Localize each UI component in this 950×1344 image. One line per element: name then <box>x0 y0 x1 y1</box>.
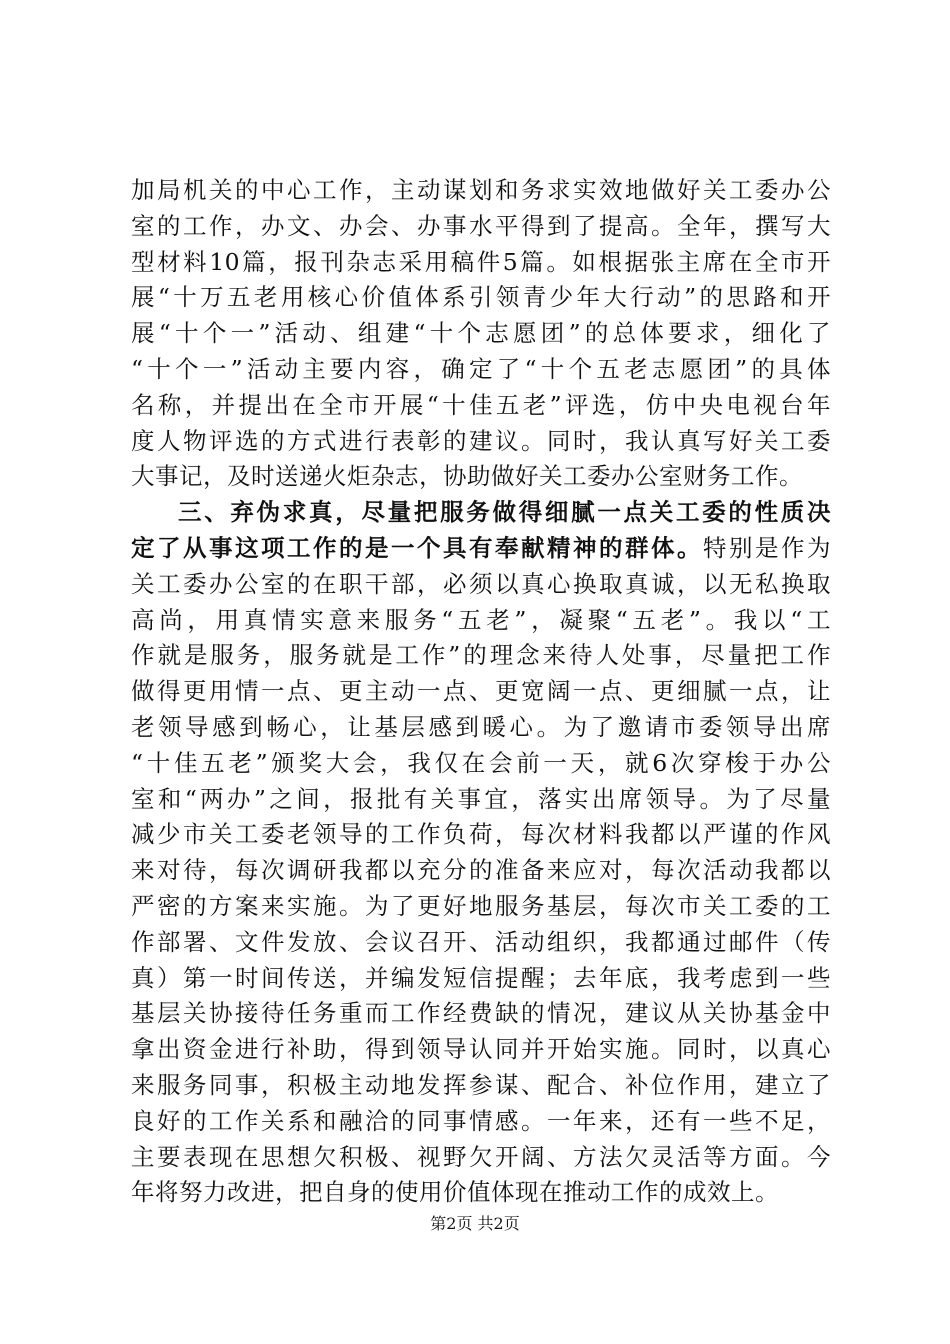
section-heading-line: 三、弃伪求真，尽量把服务做得细腻一点关工委的性质决 <box>178 498 831 527</box>
text-line: “十个一”活动主要内容，确定了“十个五老志愿团”的具体 <box>131 354 831 383</box>
text-line: 减少市关工委老领导的工作负荷，每次材料我都以严谨的作风 <box>131 820 831 849</box>
paragraph-1 <box>131 173 831 495</box>
text-line: 基层关协接待任务重而工作经费缺的情况，建议从关协基金中 <box>131 999 831 1028</box>
text-line: 作部署、文件发放、会议召开、活动组织，我都通过邮件（传 <box>131 927 831 956</box>
text-line: 关工委办公室的在职干部，必须以真心换取真诚，以无私换取 <box>131 569 831 598</box>
text-line: 拿出资金进行补助，得到领导认同并开始实施。同时，以真心 <box>131 1035 831 1064</box>
text-line: 加局机关的中心工作，主动谋划和务求实效地做好关工委办公 <box>131 176 831 204</box>
document-body <box>131 173 831 1211</box>
text-line: 良好的工作关系和融洽的同事情感。一年来，还有一些不足， <box>131 1106 831 1135</box>
text-line: “十佳五老”颁奖大会，我仅在会前一天，就6次穿梭于办公 <box>131 748 831 777</box>
text-line: 型材料10篇，报刊杂志采用稿件5篇。如根据张主席在全市开 <box>131 247 831 276</box>
text-line: 来对待，每次调研我都以充分的准备来应对，每次活动我都以 <box>131 856 831 885</box>
text-line: 度人物评选的方式进行表彰的建议。同时，我认真写好关工委 <box>131 426 831 455</box>
text-line: 来服务同事，积极主动地发挥参谋、配合、补位作用，建立了 <box>131 1070 831 1099</box>
page-footer: 第2页 共2页 <box>430 1214 520 1233</box>
text-line: 作就是服务，服务就是工作”的理念来待人处事，尽量把工作 <box>131 641 831 670</box>
text-line: 大事记，及时送递火炬杂志，协助做好关工委办公室财务工作。 <box>131 462 803 491</box>
text-line: 老领导感到畅心，让基层感到暖心。为了邀请市委领导出席 <box>131 712 831 741</box>
paragraph-2 <box>131 495 831 1211</box>
text-line: 严密的方案来实施。为了更好地服务基层，每次市关工委的工 <box>131 891 831 920</box>
text-line: 名称，并提出在全市开展“十佳五老”评选，仿中央电视台年 <box>131 390 831 419</box>
text-line: 室和“两办”之间，报批有关事宜，落实出席领导。为了尽量 <box>131 784 831 813</box>
text-line: 展“十万五老用核心价值体系引领青少年大行动”的思路和开 <box>131 283 831 312</box>
section-heading-continuation: 定了从事这项工作的是一个具有奉献精神的群体。 <box>131 533 703 562</box>
text-line: 主要表现在思想欠积极、视野欠开阔、方法欠灵活等方面。今 <box>131 1142 831 1171</box>
text-line: 室的工作，办文、办会、办事水平得到了提高。全年，撰写大 <box>131 211 831 240</box>
text-line: 做得更用情一点、更主动一点、更宽阔一点、更细腻一点，让 <box>131 677 831 706</box>
text-line: 真）第一时间传送，并编发短信提醒；去年底，我考虑到一些 <box>131 963 831 992</box>
text-run: 特别是作为 <box>703 533 831 562</box>
text-line <box>131 531 831 567</box>
text-line: 年将努力改进，把自身的使用价值体现在推动工作的成效上。 <box>131 1178 779 1207</box>
text-line: 展“十个一”活动、组建“十个志愿团”的总体要求，细化了 <box>131 319 831 348</box>
text-line: 高尚，用真情实意来服务“五老”，凝聚“五老”。我以“工 <box>131 605 831 634</box>
